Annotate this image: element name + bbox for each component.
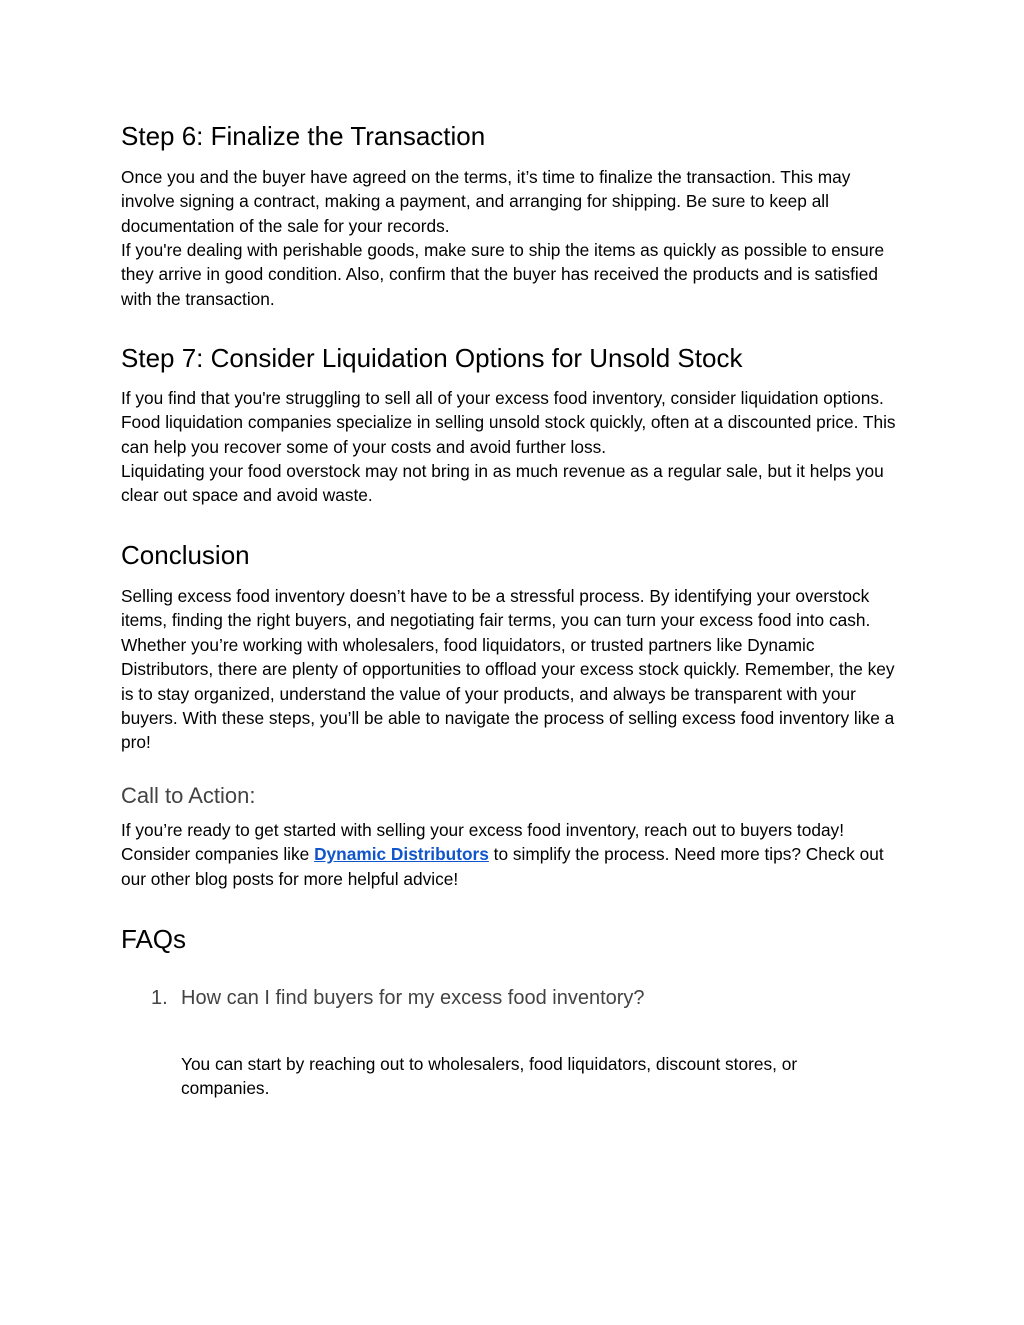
faqs-heading: FAQs xyxy=(121,924,187,954)
step6-heading: Step 6: Finalize the Transaction xyxy=(121,121,486,151)
step6-paragraph-2: If you're dealing with perishable goods, make sure to ship the items as quickly as possible to ensure they arrive in good condition. Also, confirm that the buyer has received the products and is satisfied with the transaction. xyxy=(121,240,885,309)
faq-number: 1. xyxy=(151,987,168,1009)
step6-paragraph-1: Once you and the buyer have agreed on the terms, it’s time to finalize the transaction. This may involve signing a contract, making a payment, and arranging for shipping. Be sure to keep all documentation of the sale for your records. xyxy=(121,167,851,236)
dynamic-distributors-link[interactable]: Dynamic Distributors xyxy=(314,844,489,865)
faq-answer: You can start by reaching out to wholesalers, food liquidators, discount stores, or companies. xyxy=(181,1054,798,1099)
step7-paragraph-1: If you find that you're struggling to sell all of your excess food inventory, consider liquidation options. Food liquidation companies specialize in selling unsold stock quickly, often at a discounted price. This can help you recover some of your costs and avoid further loss. xyxy=(121,388,896,457)
cta-text-before: If you’re ready to get started with selling your excess food inventory, reach out to buyers today! Consider companies like xyxy=(121,820,844,865)
cta-paragraph xyxy=(121,818,906,891)
conclusion-heading: Conclusion xyxy=(121,540,250,570)
faq-question xyxy=(151,985,851,1011)
step7-paragraph-2: Liquidating your food overstock may not bring in as much revenue as a regular sale, but it helps you clear out space and avoid waste. xyxy=(121,461,884,506)
step7-heading: Step 7: Consider Liquidation Options for Unsold Stock xyxy=(121,343,743,373)
faq-question-text: How can I find buyers for my excess food inventory? xyxy=(181,987,645,1009)
cta-text-after: to simplify the process. Need more tips? Check out our other blog posts for more helpful advice! xyxy=(121,844,884,889)
cta-heading: Call to Action: xyxy=(121,783,256,808)
conclusion-paragraph: Selling excess food inventory doesn’t have to be a stressful process. By identifying your overstock items, finding the right buyers, and negotiating fair terms, you can turn your excess food into cash. Whether you’re working with wholesalers, food liquidators, or trusted partners like Dynamic Distributors, there are plenty of opportunities to offload your excess stock quickly. Remember, the key is to stay organized, understand the value of your products, and always be transparent with your buyers. With these steps, you’ll be able to navigate the process of selling excess food inventory like a pro! xyxy=(121,586,895,753)
